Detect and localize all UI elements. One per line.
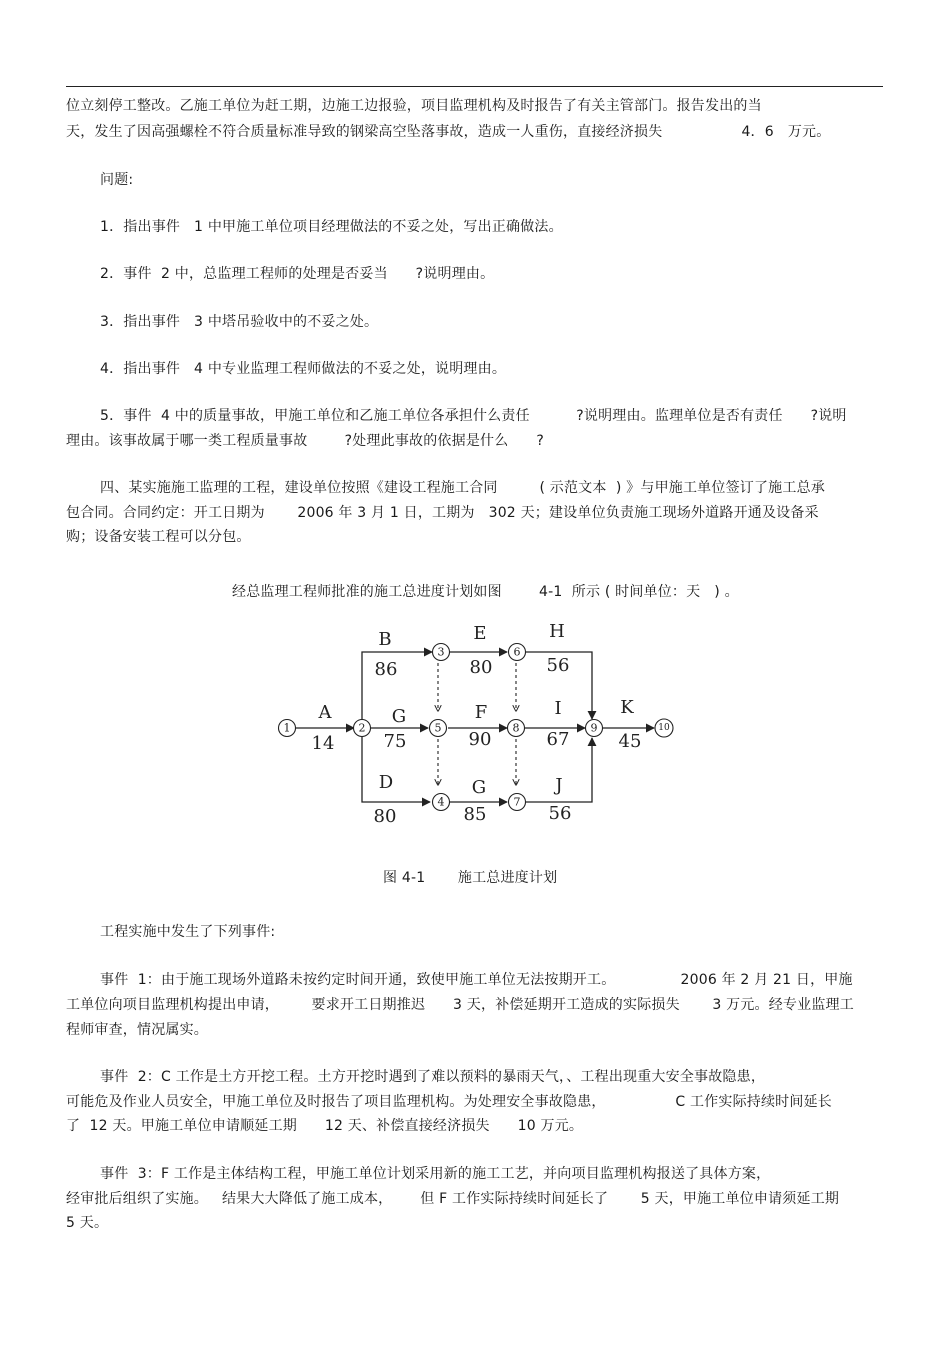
event-1-cont: 工单位向项目监理机构提出申请， 要求开工日期推迟 3 天，补偿延期开工造成的实际损失 3 万元。经专业监理工 <box>66 997 854 1013</box>
node-4 <box>433 794 450 811</box>
paragraph-line: 包合同。合同约定：开工日期为 2006 年 3 月 1 日，工期为 302 天；建设单位负责施工现场外道路开通及设备采 <box>66 505 819 521</box>
node-7 <box>509 794 526 811</box>
duration-G-bottom: 85 <box>463 804 487 825</box>
node-5 <box>430 720 447 737</box>
svg-text:10: 10 <box>658 723 670 733</box>
event-3: 事件 3：F 工作是主体结构工程，甲施工单位计划采用新的施工工艺，并向项目监理机构报送了具体方案， <box>100 1166 771 1182</box>
paragraph-line: 位立刻停工整改。乙施工单位为赶工期，边施工边报验，项目监理机构及时报告了有关主管部门。报告发出的当 <box>66 98 762 114</box>
question-5: 5．事件 4 中的质量事故，甲施工单位和乙施工单位各承担什么责任 ?说明理由。监理单位是否有责任 ?说明 <box>100 408 847 424</box>
node-10 <box>655 719 673 737</box>
question-1: 1．指出事件 1 中甲施工单位项目经理做法的不妥之处，写出正确做法。 <box>100 219 563 235</box>
node-1 <box>279 720 296 737</box>
event-3-cont: 经审批后组织了实施。 结果大大降低了施工成本， 但 F 工作实际持续时间延长了 5 天，甲施工单位申请须延工期 <box>66 1191 840 1207</box>
label-A: A <box>318 702 332 723</box>
question-5-cont: 理由。该事故属于哪一类工程质量事故 ?处理此事故的依据是什么 ? <box>66 433 544 449</box>
section-four-intro: 四、某实施施工监理的工程，建设单位按照《建设工程施工合同 ( 示范文本 ) 》与甲施工单位签订了施工总承 <box>100 480 825 496</box>
duration-B: 86 <box>374 659 398 680</box>
label-I: I <box>554 698 562 719</box>
schedule-network-diagram <box>270 612 690 842</box>
event-3-cont: 5 天。 <box>66 1215 109 1231</box>
figure-intro: 经总监理工程师批准的施工总进度计划如图 4-1 所示 ( 时间单位：天 ) 。 <box>232 584 739 600</box>
duration-E: 80 <box>469 657 493 678</box>
svg-text:7: 7 <box>513 795 521 809</box>
event-1: 事件 1：由于施工现场外道路未按约定时间开通，致使甲施工单位无法按期开工。 2006 年 2 月 21 日，甲施 <box>100 972 853 988</box>
node-9 <box>586 720 603 737</box>
duration-D: 80 <box>373 806 397 827</box>
label-J: J <box>555 775 563 796</box>
label-B: B <box>378 629 392 650</box>
duration-A: 14 <box>311 733 335 754</box>
svg-text:1: 1 <box>283 721 291 735</box>
duration-K: 45 <box>618 731 642 752</box>
node-8 <box>508 720 525 737</box>
label-D: D <box>378 772 394 793</box>
svg-text:6: 6 <box>513 645 521 659</box>
duration-H: 56 <box>546 655 570 676</box>
event-2: 事件 2：C 工作是土方开挖工程。土方开挖时遇到了难以预料的暴雨天气，、工程出现重大安全事故隐患， <box>100 1069 766 1085</box>
svg-text:2: 2 <box>358 721 366 735</box>
figure-caption: 图 4-1 施工总进度计划 <box>383 870 558 886</box>
node-3 <box>433 644 450 661</box>
question-4: 4．指出事件 4 中专业监理工程师做法的不妥之处，说明理由。 <box>100 361 507 377</box>
svg-text:9: 9 <box>590 721 598 735</box>
svg-text:5: 5 <box>434 721 442 735</box>
question-3: 3．指出事件 3 中塔吊验收中的不妥之处。 <box>100 314 379 330</box>
duration-F: 90 <box>468 729 492 750</box>
duration-G-top: 75 <box>383 731 407 752</box>
paragraph-line: 天，发生了因高强螺栓不符合质量标准导致的钢梁高空坠落事故，造成一人重伤，直接经济损失 4．6 万元。 <box>66 124 831 140</box>
header-rule <box>66 86 883 87</box>
paragraph-line: 购；设备安装工程可以分包。 <box>66 529 251 545</box>
label-G-top: G <box>391 706 407 727</box>
svg-text:4: 4 <box>437 795 445 809</box>
event-2-cont: 可能危及作业人员安全，甲施工单位及时报告了项目监理机构。为处理安全事故隐患， C 工作实际持续时间延长 <box>66 1094 832 1110</box>
events-intro: 工程实施中发生了下列事件: <box>100 924 276 940</box>
node-2 <box>354 720 371 737</box>
svg-text:3: 3 <box>437 645 445 659</box>
svg-text:8: 8 <box>512 721 520 735</box>
label-E: E <box>473 623 487 644</box>
label-F: F <box>474 702 488 723</box>
event-2-cont: 了 12 天。甲施工单位申请顺延工期 12 天、补偿直接经济损失 10 万元。 <box>66 1118 584 1134</box>
duration-I: 67 <box>546 729 570 750</box>
question-2: 2．事件 2 中，总监理工程师的处理是否妥当 ?说明理由。 <box>100 266 495 282</box>
questions-heading: 问题: <box>100 172 134 188</box>
node-6 <box>509 644 526 661</box>
label-G-bottom: G <box>471 777 487 798</box>
label-K: K <box>620 697 634 718</box>
event-1-cont: 程师审查，情况属实。 <box>66 1022 208 1038</box>
label-H: H <box>549 621 565 642</box>
duration-J: 56 <box>548 803 572 824</box>
